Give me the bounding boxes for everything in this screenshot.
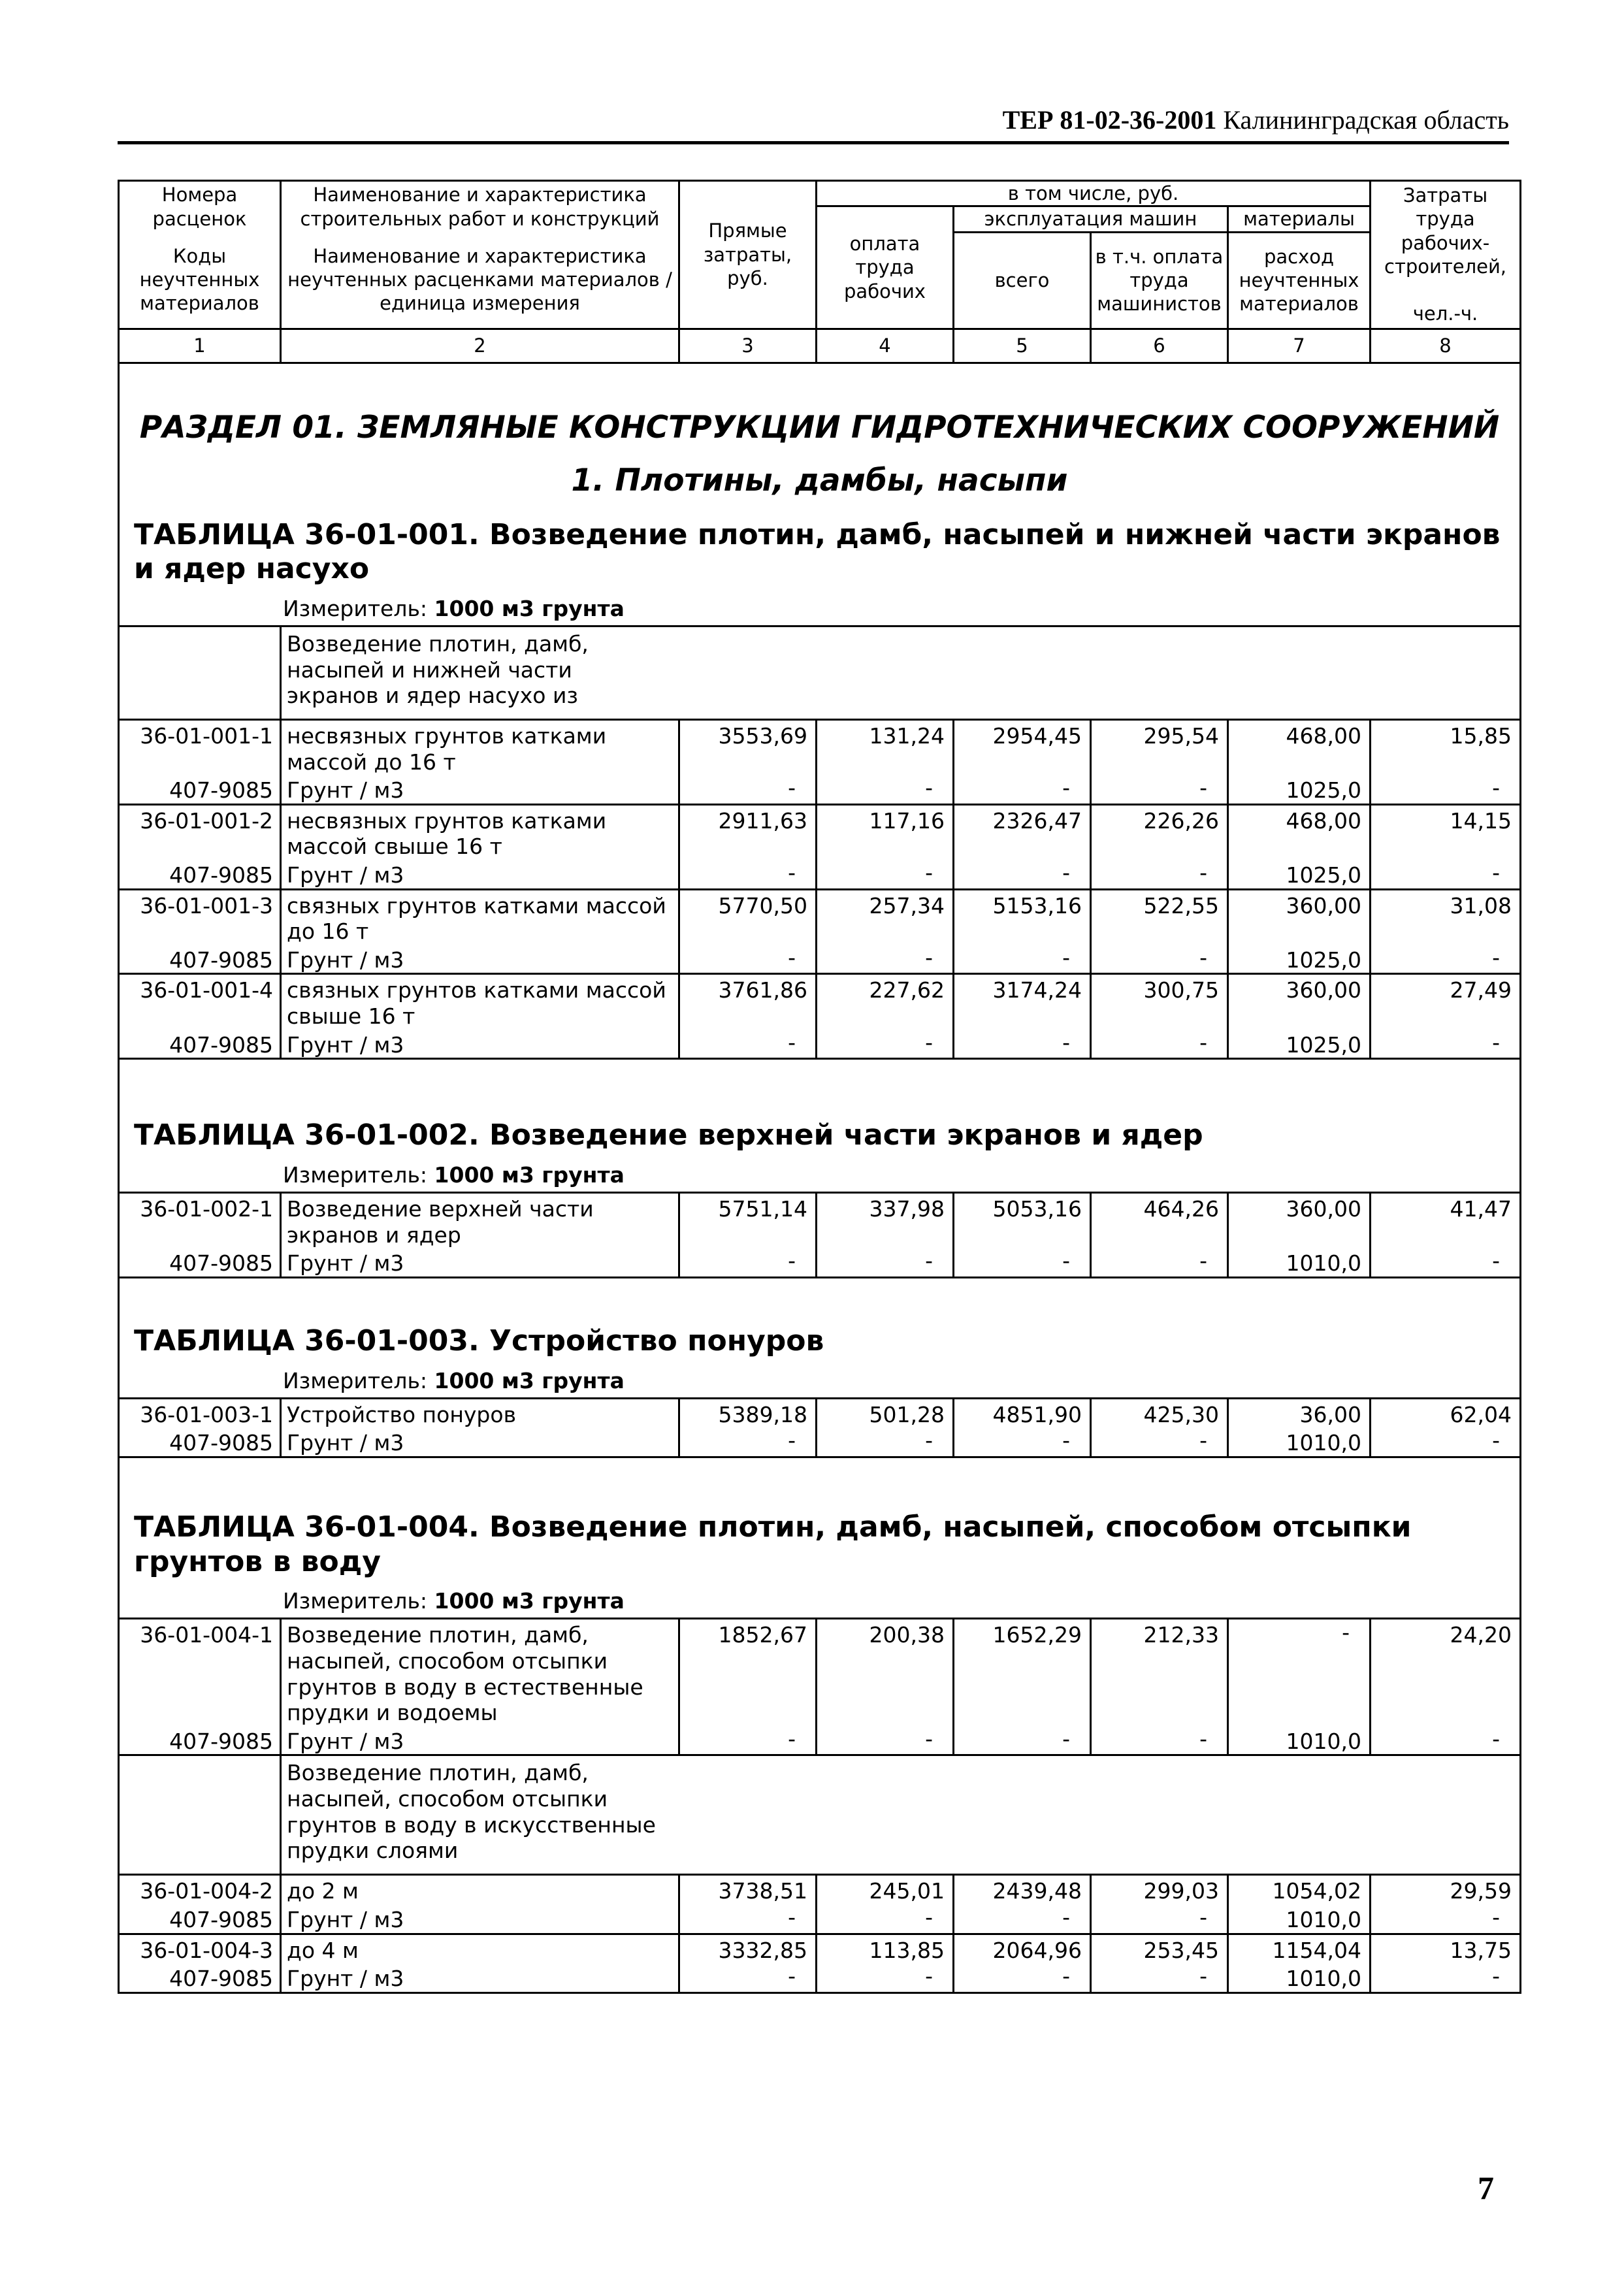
material-name: Грунт / м3 (281, 775, 679, 804)
c7-value: 360,00 (1228, 974, 1371, 1030)
measure-value: 1000 м3 грунта (434, 596, 625, 622)
material-name: Грунт / м3 (281, 945, 679, 974)
section-subtitle: 1. Плотины, дамбы, насыпи (571, 462, 1068, 498)
c6-value: - (1091, 1963, 1228, 1992)
material-name: Грунт / м3 (281, 860, 679, 889)
measure-line (120, 1162, 1519, 1188)
c6-value: - (1091, 1427, 1228, 1457)
c3-value: - (679, 1963, 817, 1992)
measure-label: Измеритель: (283, 1588, 428, 1614)
c7-value: 1025,0 (1228, 1030, 1371, 1059)
c8-value: 13,75 (1371, 1934, 1521, 1963)
c6-value: - (1091, 1248, 1228, 1277)
c3-value: 3332,85 (679, 1934, 817, 1963)
c8-value: 14,15 (1371, 804, 1521, 860)
c4-value: 200,38 (817, 1619, 954, 1726)
c6-value: 295,54 (1091, 720, 1228, 775)
c5-value: - (954, 1726, 1091, 1755)
c8-value: - (1371, 1030, 1521, 1059)
column-number: 8 (1371, 329, 1521, 363)
work-name: несвязных грунтов катками массой свыше 16 т (281, 804, 679, 860)
material-code: 407-9085 (119, 1726, 281, 1755)
rate-row (119, 1934, 1521, 1963)
c6-value: 300,75 (1091, 974, 1228, 1030)
c4-value: - (817, 1030, 954, 1059)
c4-value: - (817, 1726, 954, 1755)
measure-value: 1000 м3 грунта (434, 1588, 625, 1614)
c7-value: 1025,0 (1228, 945, 1371, 974)
c5-value: - (954, 1248, 1091, 1277)
work-name: Возведение плотин, дамб, насыпей, способом отсыпки грунтов в воду в естественные прудки и водоемы (281, 1619, 679, 1726)
c4-value: - (817, 1904, 954, 1934)
c7-value: 1010,0 (1228, 1904, 1371, 1934)
table-heading-row-cell (119, 1059, 1521, 1193)
c8-value: - (1371, 1248, 1521, 1277)
c7-value: 1054,02 (1228, 1875, 1371, 1904)
price-table (118, 180, 1521, 1994)
rate-row (119, 1875, 1521, 1904)
c7-value: 468,00 (1228, 720, 1371, 775)
c5-value: - (954, 775, 1091, 804)
rate-row (119, 889, 1521, 945)
c5-value: - (954, 860, 1091, 889)
materials-header: материалы (1228, 206, 1371, 232)
c8-value: 62,04 (1371, 1398, 1521, 1427)
c5-value: 3174,24 (954, 974, 1091, 1030)
region-name: Калининградская область (1223, 105, 1509, 135)
col8-header (1371, 181, 1521, 329)
c8-value: - (1371, 945, 1521, 974)
c3-value: 5751,14 (679, 1193, 817, 1248)
c7-value: 1010,0 (1228, 1963, 1371, 1992)
c7-value: 36,00 (1228, 1398, 1371, 1427)
c5-value: 1652,29 (954, 1619, 1091, 1726)
c6-value: - (1091, 860, 1228, 889)
c8-value: - (1371, 1904, 1521, 1934)
document-code: ТЕР 81-02-36-2001 (1002, 105, 1217, 135)
c5-value: - (954, 1904, 1091, 1934)
material-row (119, 1248, 1521, 1277)
material-row (119, 775, 1521, 804)
c4-value: 257,34 (817, 889, 954, 945)
material-code: 407-9085 (119, 1963, 281, 1992)
c4-value: - (817, 775, 954, 804)
c3-value: - (679, 1030, 817, 1059)
c5-value: - (954, 1427, 1091, 1457)
c6-value: 425,30 (1091, 1398, 1228, 1427)
column-number: 3 (679, 329, 817, 363)
c3-value: 3738,51 (679, 1875, 817, 1904)
c3-value: - (679, 1904, 817, 1934)
col1-header-bottom: Коды неучтенных материалов (119, 232, 281, 329)
column-number: 7 (1228, 329, 1371, 363)
c5-value: 4851,90 (954, 1398, 1091, 1427)
rate-code: 36-01-004-3 (119, 1934, 281, 1963)
c6-value: 226,26 (1091, 804, 1228, 860)
c6-value: 464,26 (1091, 1193, 1228, 1248)
material-row (119, 1726, 1521, 1755)
col1-header-top: Номера расценок (119, 181, 281, 233)
c8-value: 41,47 (1371, 1193, 1521, 1248)
measure-value: 1000 м3 грунта (434, 1162, 625, 1188)
column-number: 1 (119, 329, 281, 363)
material-name: Грунт / м3 (281, 1963, 679, 1992)
c7-value: 468,00 (1228, 804, 1371, 860)
measure-line (120, 1368, 1519, 1393)
c5-value: 2064,96 (954, 1934, 1091, 1963)
column-number: 4 (817, 329, 954, 363)
table-heading-row (119, 1457, 1521, 1619)
c8-value: 31,08 (1371, 889, 1521, 945)
c3-value: 2911,63 (679, 804, 817, 860)
rate-row (119, 1193, 1521, 1248)
c5-value: 2954,45 (954, 720, 1091, 775)
material-code: 407-9085 (119, 775, 281, 804)
group-row (119, 1755, 1521, 1875)
rate-code: 36-01-003-1 (119, 1398, 281, 1427)
rate-code: 36-01-001-1 (119, 720, 281, 775)
rate-row (119, 1619, 1521, 1726)
material-code: 407-9085 (119, 1030, 281, 1059)
c4-value: - (817, 1427, 954, 1457)
group-description: Возведение плотин, дамб, насыпей и нижней части экранов и ядер насухо из (287, 631, 589, 709)
table-title: ТАБЛИЦА 36-01-001. Возведение плотин, дамб, насыпей и нижней части экранов и ядер насухо (134, 517, 1501, 586)
measure-value: 1000 м3 грунта (434, 1367, 625, 1393)
c6-value: 299,03 (1091, 1875, 1228, 1904)
rate-code: 36-01-001-4 (119, 974, 281, 1030)
c6-value: - (1091, 775, 1228, 804)
material-name: Грунт / м3 (281, 1427, 679, 1457)
table-title: ТАБЛИЦА 36-01-003. Устройство понуров (134, 1324, 824, 1358)
section-title: РАЗДЕЛ 01. ЗЕМЛЯНЫЕ КОНСТРУКЦИИ ГИДРОТЕХНИЧЕСКИХ СООРУЖЕНИЙ (139, 409, 1500, 446)
c3-value: - (679, 1248, 817, 1277)
work-name: связных грунтов катками массой свыше 16 т (281, 974, 679, 1030)
c3-value: - (679, 860, 817, 889)
c4-value: 337,98 (817, 1193, 954, 1248)
c4-value: - (817, 860, 954, 889)
work-name: Устройство понуров (281, 1398, 679, 1427)
c3-value: - (679, 945, 817, 974)
c8-value: - (1371, 1427, 1521, 1457)
c8-value: - (1371, 860, 1521, 889)
material-name: Грунт / м3 (281, 1726, 679, 1755)
c8-value: 29,59 (1371, 1875, 1521, 1904)
col2-header-bottom: Наименование и характеристика неучтенных расценками материалов / единица измерения (281, 232, 679, 329)
rate-code: 36-01-002-1 (119, 1193, 281, 1248)
group-row (119, 626, 1521, 720)
c3-value: - (679, 775, 817, 804)
rate-code: 36-01-004-1 (119, 1619, 281, 1726)
page-header (118, 105, 1509, 135)
rate-code: 36-01-004-2 (119, 1875, 281, 1904)
table-header (119, 181, 1521, 363)
c4-value: 227,62 (817, 974, 954, 1030)
material-code: 407-9085 (119, 1427, 281, 1457)
c5-value: 5053,16 (954, 1193, 1091, 1248)
material-name: Грунт / м3 (281, 1904, 679, 1934)
c7-value: 1154,04 (1228, 1934, 1371, 1963)
c5-value: 2326,47 (954, 804, 1091, 860)
c6-value: - (1091, 1726, 1228, 1755)
c8-value: 15,85 (1371, 720, 1521, 775)
c7-value: 1010,0 (1228, 1427, 1371, 1457)
c4-value: 131,24 (817, 720, 954, 775)
c7-value: 1010,0 (1228, 1248, 1371, 1277)
material-code: 407-9085 (119, 860, 281, 889)
c8-value: - (1371, 1963, 1521, 1992)
rate-code: 36-01-001-2 (119, 804, 281, 860)
work-name: несвязных грунтов катками массой до 16 т (281, 720, 679, 775)
material-row (119, 1030, 1521, 1059)
column-number: 5 (954, 329, 1091, 363)
material-row (119, 945, 1521, 974)
c6-value: 212,33 (1091, 1619, 1228, 1726)
material-name: Грунт / м3 (281, 1030, 679, 1059)
c7-value: 360,00 (1228, 1193, 1371, 1248)
group-code-cell (119, 626, 281, 720)
measure-line (120, 596, 1519, 621)
work-name: до 2 м (281, 1875, 679, 1904)
c5-value: - (954, 1030, 1091, 1059)
header-rule (118, 141, 1509, 144)
c7-value: 1025,0 (1228, 775, 1371, 804)
c3-value: 3553,69 (679, 720, 817, 775)
group-description: Возведение плотин, дамб, насыпей, способом отсыпки грунтов в воду в искусственные прудки слоями (287, 1760, 656, 1864)
c7-value: 1025,0 (1228, 860, 1371, 889)
material-code: 407-9085 (119, 945, 281, 974)
group-description-cell (281, 1755, 1521, 1875)
c4-value: 113,85 (817, 1934, 954, 1963)
measure-label: Измеритель: (283, 1162, 428, 1188)
table-title: ТАБЛИЦА 36-01-004. Возведение плотин, дамб, насыпей, способом отсыпки грунтов в воду (134, 1510, 1412, 1578)
c3-value: 5389,18 (679, 1398, 817, 1427)
material-name: Грунт / м3 (281, 1248, 679, 1277)
measure-label: Измеритель: (283, 596, 428, 622)
col5-header: всего (954, 232, 1091, 329)
c7-value: - (1228, 1619, 1371, 1726)
section-heading-row-cell (119, 363, 1521, 626)
table-heading-row-cell (119, 1277, 1521, 1398)
work-name: до 4 м (281, 1934, 679, 1963)
c3-value: 3761,86 (679, 974, 817, 1030)
table-heading-row (119, 1277, 1521, 1398)
rate-row (119, 974, 1521, 1030)
material-row (119, 1904, 1521, 1934)
c5-value: - (954, 1963, 1091, 1992)
material-row (119, 860, 1521, 889)
c4-value: 501,28 (817, 1398, 954, 1427)
page-number: 7 (1478, 2170, 1494, 2206)
col8-header-label: Затраты труда рабочих-строителей, (1384, 184, 1507, 278)
c5-value: - (954, 945, 1091, 974)
machines-header: эксплуатация машин (954, 206, 1228, 232)
work-name: Возведение верхней части экранов и ядер (281, 1193, 679, 1248)
c3-value: - (679, 1726, 817, 1755)
rate-row (119, 804, 1521, 860)
c8-value: - (1371, 775, 1521, 804)
c4-value: - (817, 945, 954, 974)
material-code: 407-9085 (119, 1248, 281, 1277)
c6-value: - (1091, 1030, 1228, 1059)
c4-value: 245,01 (817, 1875, 954, 1904)
c6-value: 522,55 (1091, 889, 1228, 945)
c4-value: - (817, 1248, 954, 1277)
measure-line (120, 1588, 1519, 1614)
group-description-cell (281, 626, 1521, 720)
col3-header: Прямые затраты, руб. (679, 181, 817, 329)
c4-value: 117,16 (817, 804, 954, 860)
measure-label: Измеритель: (283, 1367, 428, 1393)
col2-header-top: Наименование и характеристика строительных работ и конструкций (281, 181, 679, 233)
material-code: 407-9085 (119, 1904, 281, 1934)
col6-header: в т.ч. оплата труда машинистов (1091, 232, 1228, 329)
c6-value: - (1091, 1904, 1228, 1934)
c3-value: 1852,67 (679, 1619, 817, 1726)
col8-header-unit: чел.-ч. (1412, 302, 1478, 325)
rate-code: 36-01-001-3 (119, 889, 281, 945)
col4-header: оплата труда рабочих (817, 206, 954, 329)
section-heading-row (119, 363, 1521, 626)
table-body (119, 363, 1521, 1992)
c6-value: - (1091, 945, 1228, 974)
c7-value: 360,00 (1228, 889, 1371, 945)
col7-header: расход неучтенных материалов (1228, 232, 1371, 329)
column-number: 2 (281, 329, 679, 363)
material-row (119, 1427, 1521, 1457)
incl-header: в том числе, руб. (817, 181, 1371, 206)
material-row (119, 1963, 1521, 1992)
rate-row (119, 720, 1521, 775)
c3-value: - (679, 1427, 817, 1457)
c8-value: 24,20 (1371, 1619, 1521, 1726)
c5-value: 2439,48 (954, 1875, 1091, 1904)
c7-value: 1010,0 (1228, 1726, 1371, 1755)
table-heading-row (119, 1059, 1521, 1193)
c8-value: 27,49 (1371, 974, 1521, 1030)
c3-value: 5770,50 (679, 889, 817, 945)
c4-value: - (817, 1963, 954, 1992)
c6-value: 253,45 (1091, 1934, 1228, 1963)
table-heading-row-cell (119, 1457, 1521, 1619)
column-number: 6 (1091, 329, 1228, 363)
column-numbers-row (119, 329, 1521, 363)
work-name: связных грунтов катками массой до 16 т (281, 889, 679, 945)
group-code-cell (119, 1755, 281, 1875)
rate-row (119, 1398, 1521, 1427)
table-title: ТАБЛИЦА 36-01-002. Возведение верхней части экранов и ядер (134, 1118, 1203, 1152)
c5-value: 5153,16 (954, 889, 1091, 945)
c8-value: - (1371, 1726, 1521, 1755)
